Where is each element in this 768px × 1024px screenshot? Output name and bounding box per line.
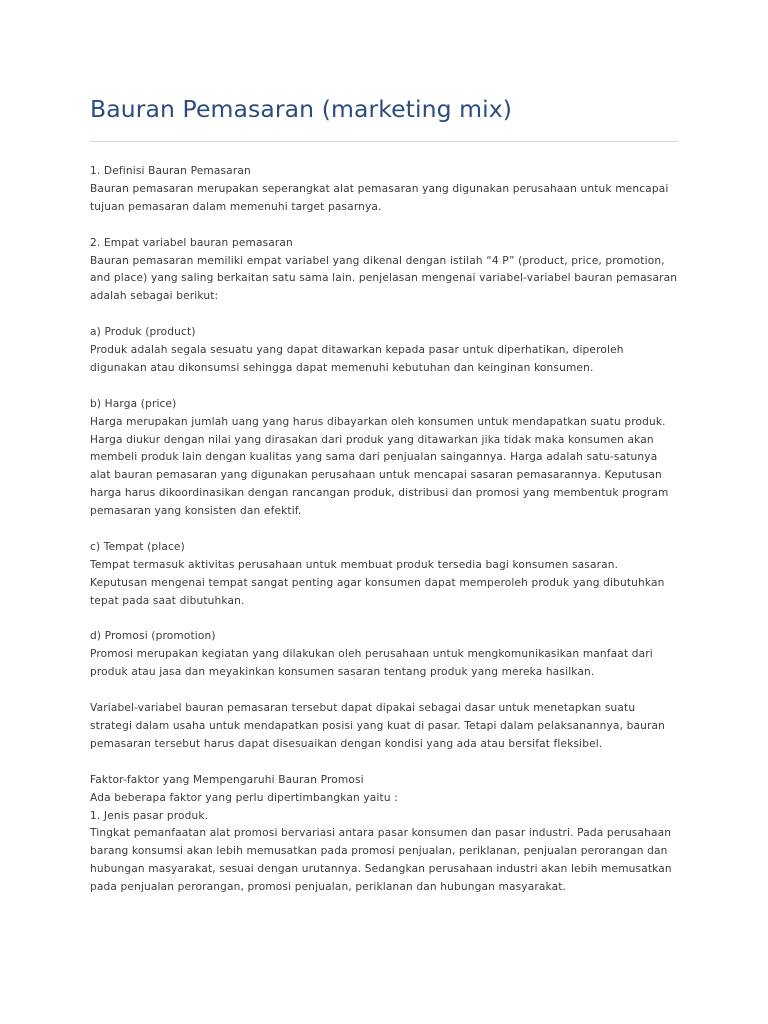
- text-line: barang konsumsi akan lebih memusatkan pada promosi penjualan, periklanan, penjualan perorangan dan: [90, 845, 668, 858]
- paragraph-spacer: [90, 378, 680, 396]
- text-line: Bauran pemasaran merupakan seperangkat alat pemasaran yang digunakan perusahaan untuk mencapai: [90, 182, 669, 195]
- paragraph-empat-variabel: [90, 235, 680, 307]
- heading-produk: a) Produk (product): [90, 326, 196, 339]
- text-line: digunakan atau dikonsumsi sehingga dapat memenuhi kebutuhan dan keinginan konsumen.: [90, 361, 594, 374]
- heading-definisi: 1. Definisi Bauran Pemasaran: [90, 165, 251, 177]
- paragraph-tempat: [90, 539, 680, 611]
- text-line: pemasaran tersebut harus dapat disesuaikan dengan kondisi yang ada atau bersifat fleksibel.: [90, 737, 603, 750]
- paragraph-promosi: [90, 628, 680, 682]
- heading-faktor: Faktor-faktor yang Mempengaruhi Bauran Promosi: [90, 773, 364, 786]
- paragraph-spacer: [90, 306, 680, 324]
- text-line: membeli produk lain dengan kualitas yang sama dari penjualan saingannya. Harga adalah satu-satunya: [90, 451, 658, 464]
- text-line: strategi dalam usaha untuk mendapatkan posisi yang kuat di pasar. Tetapi dalam pelaksanannya, bauran: [90, 720, 665, 732]
- paragraph-definisi: [90, 163, 680, 217]
- heading-promosi: d) Promosi (promotion): [90, 630, 216, 643]
- paragraph-spacer: [90, 521, 680, 539]
- text-line: tepat pada saat dibutuhkan.: [90, 594, 245, 607]
- text-line: Tingkat pemanfaatan alat promosi bervariasi antara pasar konsumen dan pasar industri. Pada perusahaan: [90, 827, 672, 840]
- heading-harga: b) Harga (price): [90, 397, 177, 410]
- paragraph-harga: [90, 396, 680, 521]
- text-line: Keputusan mengenai tempat sangat penting agar konsumen dapat memperoleh produk yang dibutuhkan: [90, 576, 665, 589]
- text-line: Bauran pemasaran memiliki empat variabel yang dikenal dengan istilah “4 P” (product, price, promotion,: [90, 254, 665, 267]
- document-body: [90, 163, 680, 897]
- heading-tempat: c) Tempat (place): [90, 540, 185, 553]
- text-line: hubungan masyarakat, sesuai dengan urutannya. Sedangkan perusahaan industri akan lebih memusatkan: [90, 863, 672, 876]
- text-line: harga harus dikoordinasikan dengan rancangan produk, distribusi dan promosi yang membentuk program: [90, 487, 669, 500]
- text-line: produk atau jasa dan meyakinkan konsumen sasaran tentang produk yang mereka hasilkan.: [90, 666, 595, 679]
- text-line: Ada beberapa faktor yang perlu dipertimbangkan yaitu :: [90, 791, 398, 804]
- paragraph-produk: [90, 324, 680, 378]
- text-line: Promosi merupakan kegiatan yang dilakukan oleh perusahaan untuk mengkomunikasikan manfaat dari: [90, 648, 653, 661]
- text-line: pada penjualan perorangan, promosi penjualan, periklanan dan hubungan masyarakat.: [90, 881, 567, 894]
- paragraph-spacer: [90, 754, 680, 772]
- text-line: pemasaran yang konsisten dan efektif.: [90, 505, 302, 518]
- paragraph-faktor: [90, 772, 680, 897]
- title-divider: [90, 141, 678, 142]
- document-title: Bauran Pemasaran (marketing mix): [90, 95, 513, 123]
- subheading-jenis-pasar: 1. Jenis pasar produk.: [90, 809, 209, 822]
- paragraph-variabel-dasar: [90, 700, 680, 754]
- paragraph-spacer: [90, 611, 680, 629]
- text-line: Harga diukur dengan nilai yang dirasakan dari produk yang ditawarkan jika tidak maka konsumen akan: [90, 433, 654, 446]
- text-line: and place) yang saling berkaitan satu sama lain. penjelasan mengenai variabel-variabel bauran pemasaran: [90, 272, 678, 285]
- text-line: adalah sebagai berikut:: [90, 290, 219, 303]
- text-line: Variabel-variabel bauran pemasaran tersebut dapat dipakai sebagai dasar untuk menetapkan suatu: [90, 702, 636, 715]
- text-line: alat bauran pemasaran yang digunakan perusahaan untuk mencapai sasaran pemasarannya. Keputusan: [90, 469, 662, 482]
- text-line: tujuan pemasaran dalam memenuhi target pasarnya.: [90, 200, 382, 213]
- text-line: Tempat termasuk aktivitas perusahaan untuk membuat produk tersedia bagi konsumen sasaran.: [90, 558, 619, 571]
- document-page: [90, 92, 680, 897]
- paragraph-spacer: [90, 217, 680, 235]
- text-line: Produk adalah segala sesuatu yang dapat ditawarkan kepada pasar untuk diperhatikan, diperoleh: [90, 344, 624, 357]
- paragraph-spacer: [90, 682, 680, 700]
- heading-empat-variabel: 2. Empat variabel bauran pemasaran: [90, 236, 293, 249]
- text-line: Harga merupakan jumlah uang yang harus dibayarkan oleh konsumen untuk mendapatkan suatu produk.: [90, 415, 666, 428]
